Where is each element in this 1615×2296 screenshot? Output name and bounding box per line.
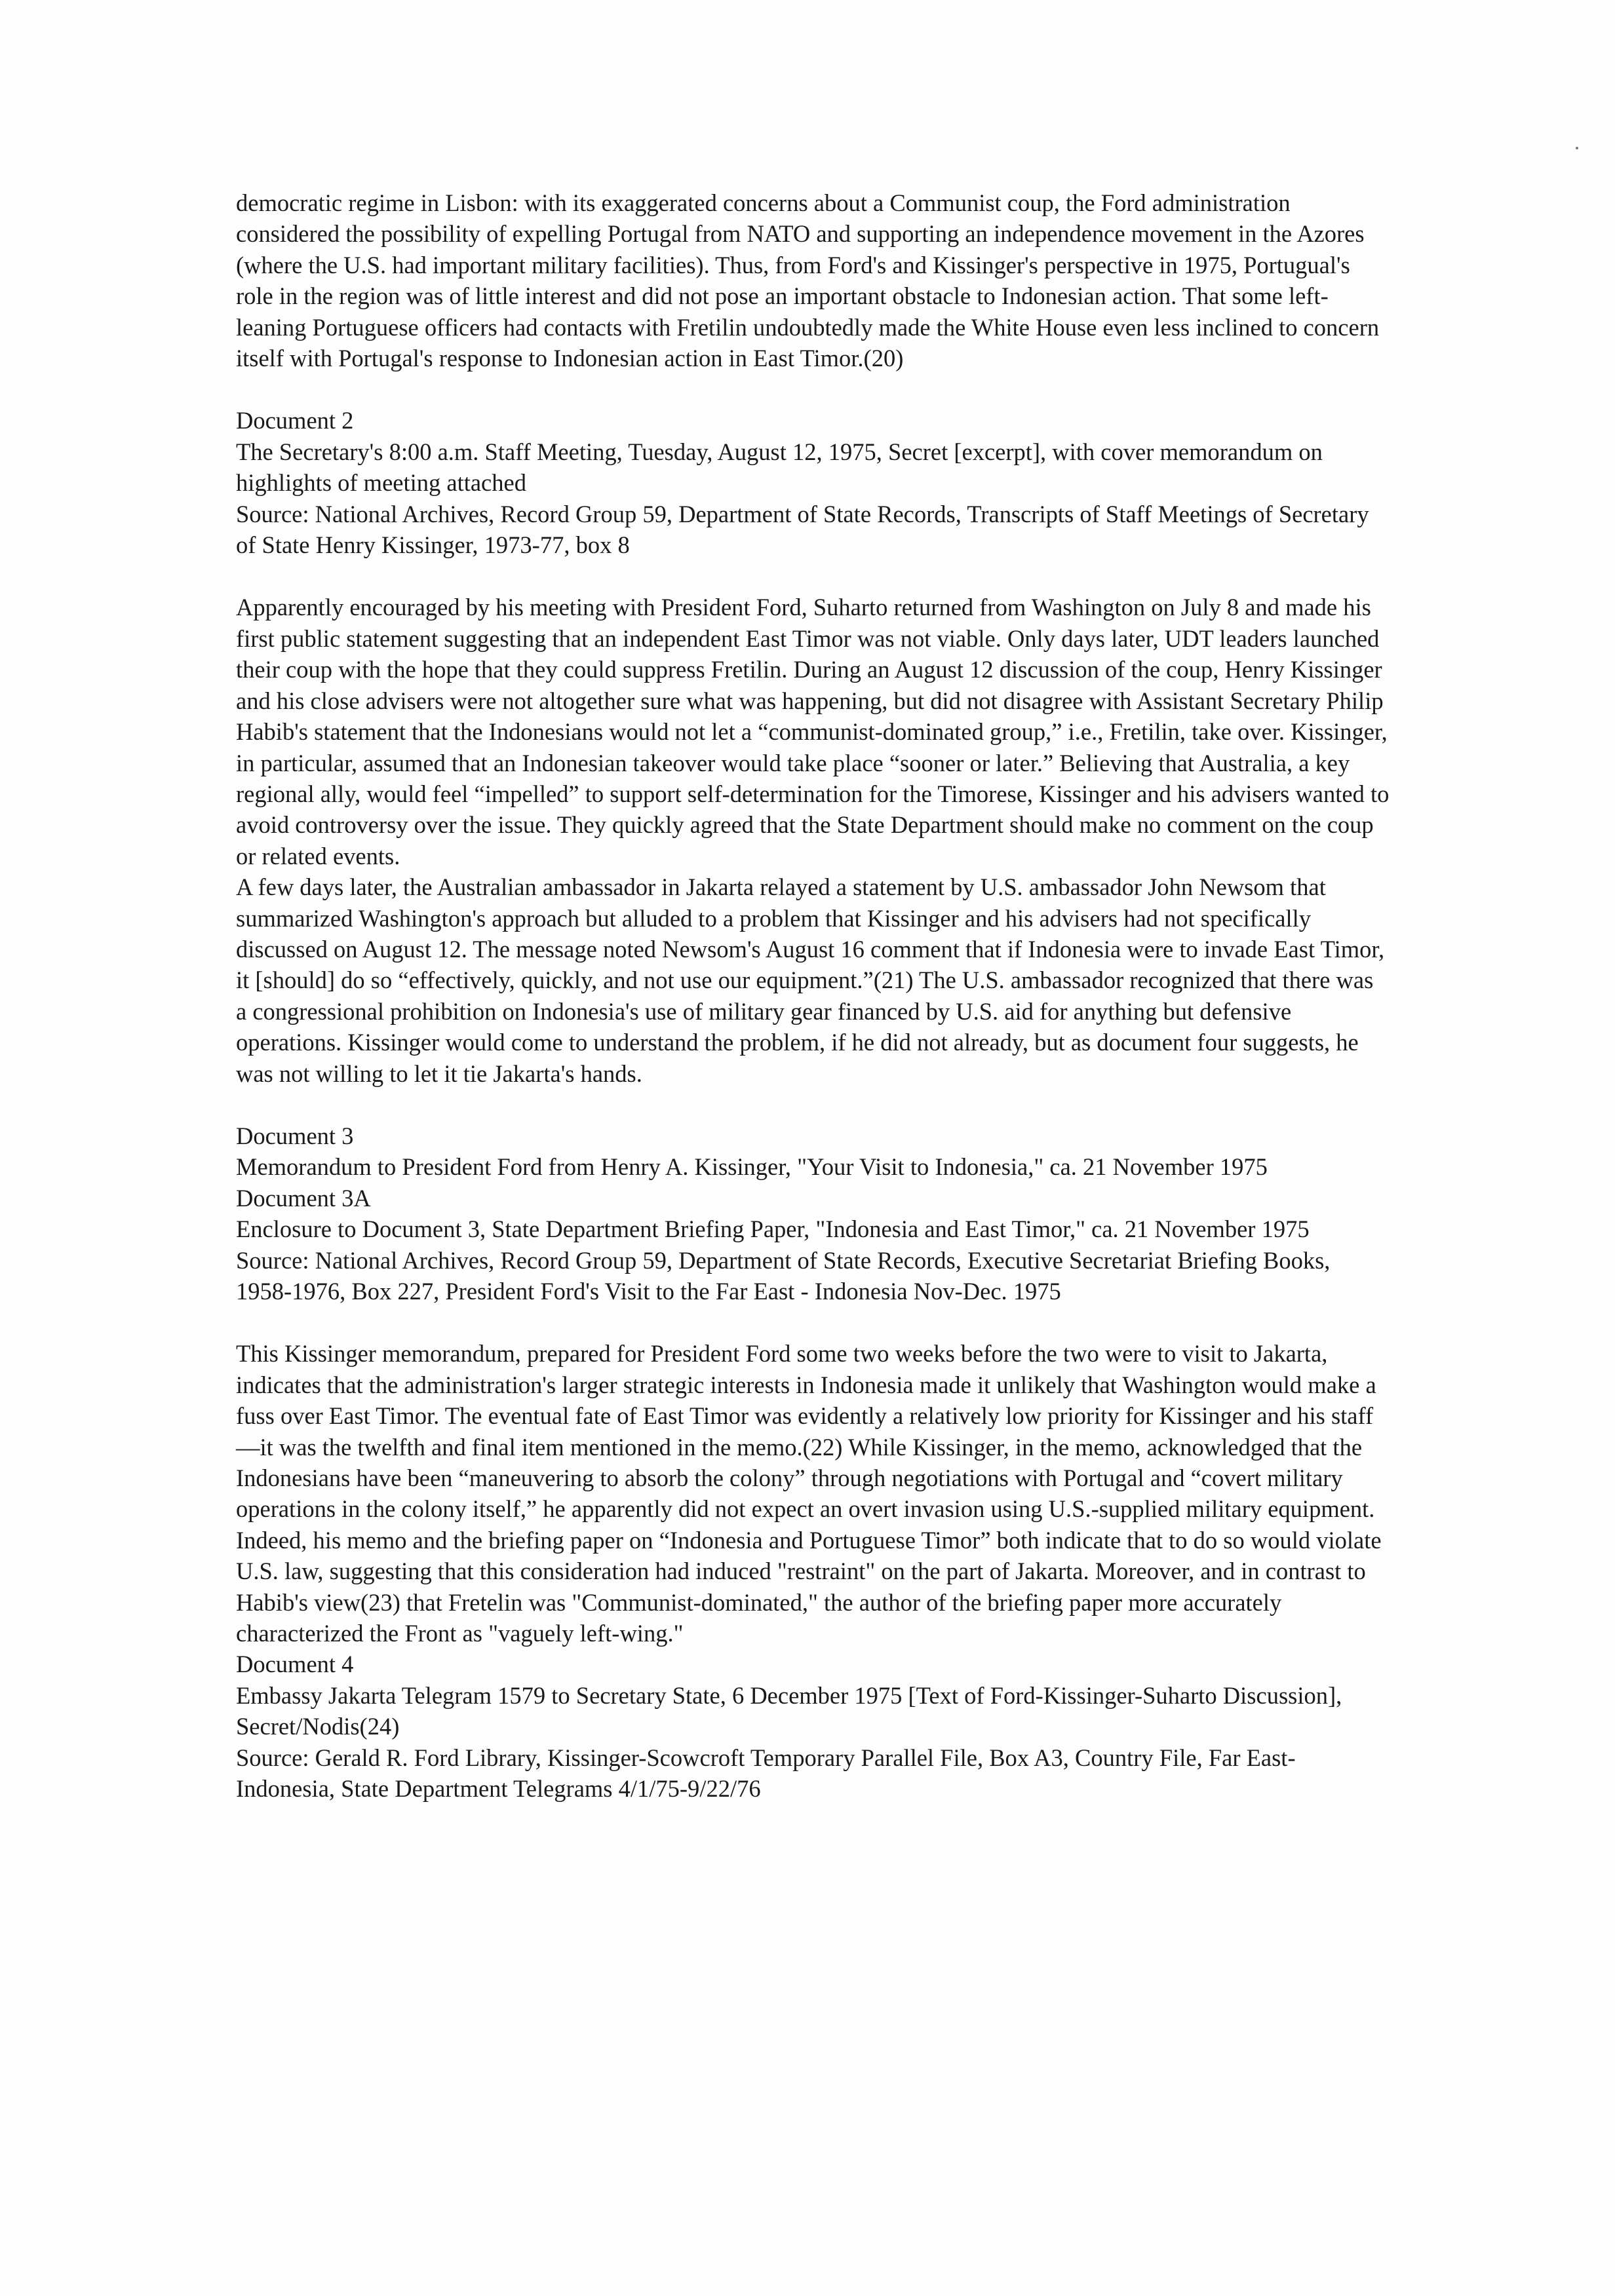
document-4-title: Embassy Jakarta Telegram 1579 to Secretary State, 6 December 1975 [Text of Ford-Kissinger-Suharto Discussion], Secret/Nodis(24)	[236, 1681, 1342, 1740]
document-3-paragraph: This Kissinger memorandum, prepared for President Ford some two weeks before the two were to visit to Jakarta, indicates that the administration's larger strategic interests in Indonesia made it unlikely that Washington would make a fuss over East Timor. The eventual fate of East Timor was evidently a relatively low priority for Kissinger and his staff—it was the twelfth and final item mentioned in the memo.(22) While Kissinger, in the memo, acknowledged that the Indonesians have been “maneuvering to absorb the colony” through negotiations with Portugal and “covert military operations in the colony itself,” he apparently did not expect an overt invasion using U.S.-supplied military equipment. Indeed, his memo and the briefing paper on “Indonesia and Portuguese Timor” both indicate that to do so would violate U.S. law, suggesting that this consideration had induced "restraint" on the part of Jakarta. Moreover, and in contrast to Habib's view(23) that Fretelin was "Communist-dominated," the author of the briefing paper more accurately characterized the Front as "vaguely left-wing."	[236, 1340, 1382, 1647]
document-3-title: Memorandum to President Ford from Henry A. Kissinger, "Your Visit to Indonesia," ca. 21 November 1975	[236, 1153, 1268, 1181]
document-2-label: Document 2	[236, 407, 354, 434]
document-body	[236, 187, 1390, 1805]
scan-speck	[1576, 147, 1578, 149]
document-4-label: Document 4	[236, 1651, 354, 1678]
spacer	[236, 560, 1390, 592]
intro-paragraph: democratic regime in Lisbon: with its exaggerated concerns about a Communist coup, the Ford administration considered the possibility of expelling Portugal from NATO and supporting an independence movement in the Azores (where the U.S. had important military facilities). Thus, from Ford's and Kissinger's perspective in 1975, Portugual's role in the region was of little interest and did not pose an important obstacle to Indonesian action. That some left-leaning Portuguese officers had contacts with Fretilin undoubtedly made the White House even less inclined to concern itself with Portugal's response to Indonesian action in East Timor.(20)	[236, 189, 1380, 372]
document-2-paragraph-1: Apparently encouraged by his meeting with President Ford, Suharto returned from Washington on July 8 and made his first public statement suggesting that an independent East Timor was not viable. Only days later, UDT leaders launched their coup with the hope that they could suppress Fretilin. During an August 12 discussion of the coup, Henry Kissinger and his close advisers were not altogether sure what was happening, but did not disagree with Assistant Secretary Philip Habib's statement that the Indonesians would not let a “communist-dominated group,” i.e., Fretilin, take over. Kissinger, in particular, assumed that an Indonesian takeover would take place “sooner or later.” Believing that Australia, a key regional ally, would feel “impelled” to support self-determination for the Timorese, Kissinger and his advisers wanted to avoid controversy over the issue. They quickly agreed that the State Department should make no comment on the coup or related events.	[236, 594, 1390, 870]
document-3-source: Source: National Archives, Record Group 59, Department of State Records, Executive Secretariat Briefing Books, 1958-1976, Box 227, President Ford's Visit to the Far East - Indonesia Nov-Dec. 1975	[236, 1246, 1331, 1305]
document-3-label: Document 3	[236, 1122, 354, 1149]
document-2-title: The Secretary's 8:00 a.m. Staff Meeting, Tuesday, August 12, 1975, Secret [excerpt], with cover memorandum on highlights of meeting attached	[236, 438, 1323, 497]
document-3a-title: Enclosure to Document 3, State Department Briefing Paper, "Indonesia and East Timor," ca. 21 November 1975	[236, 1215, 1310, 1243]
spacer	[236, 1089, 1390, 1120]
document-2-paragraph-2: A few days later, the Australian ambassador in Jakarta relayed a statement by U.S. ambassador John Newsom that summarized Washington's approach but alluded to a problem that Kissinger and his advisers had not specifically discussed on August 12. The message noted Newsom's August 16 comment that if Indonesia were to invade East Timor, it [should] do so “effectively, quickly, and not use our equipment.”(21) The U.S. ambassador recognized that there was a congressional prohibition on Indonesia's use of military gear financed by U.S. aid for anything but defensive operations. Kissinger would come to understand the problem, if he did not already, but as document four suggests, he was not willing to let it tie Jakarta's hands.	[236, 873, 1385, 1087]
document-2-source: Source: National Archives, Record Group 59, Department of State Records, Transcripts of Staff Meetings of Secretary of State Henry Kissinger, 1973-77, box 8	[236, 500, 1369, 559]
spacer	[236, 1307, 1390, 1338]
document-3a-label: Document 3A	[236, 1184, 371, 1212]
document-4-source: Source: Gerald R. Ford Library, Kissinger-Scowcroft Temporary Parallel File, Box A3, Country File, Far East-Indonesia, State Department Telegrams 4/1/75-9/22/76	[236, 1744, 1296, 1803]
spacer	[236, 373, 1390, 405]
